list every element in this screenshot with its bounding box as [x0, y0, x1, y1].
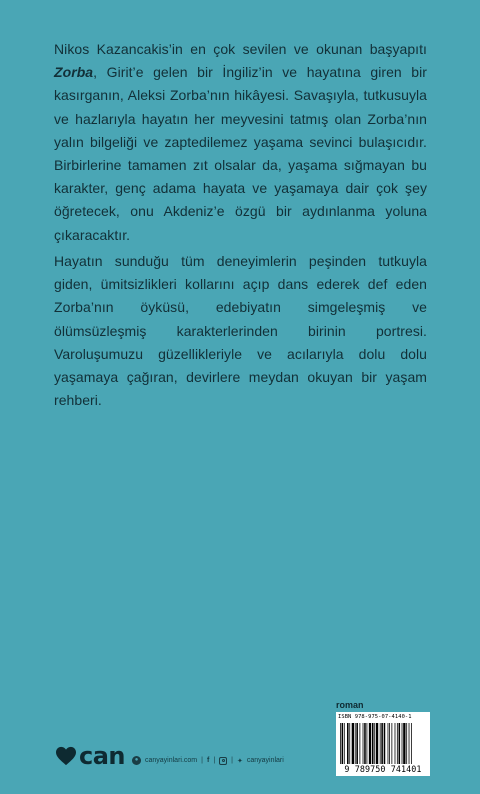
barcode-bar [344, 723, 345, 764]
isbn-label: ISBN 978-975-07-4140-1 [338, 714, 412, 720]
publisher-website: canyayinlari.com [145, 757, 198, 764]
heart-icon [55, 746, 77, 766]
barcode-bar [360, 723, 361, 764]
barcode-bar [409, 723, 410, 764]
description-paragraph-2: Hayatın sunduğu tüm deneyimlerin peşinden tutkuyla giden, ümitsizlikleri kollarını açıp dans ederek def eden Zorba’nın öyküsü, edebiyatın simgeleşmiş ve ölümsüzleşmiş karakterlerinden birinin portresi. Varoluşumuzu güzellikleriyle ve acılarıyla dolu dolu yaşamaya çağıran, devirlere meydan okuyan bir yaşam rehberi. [54, 253, 427, 409]
barcode-bar [349, 723, 350, 764]
barcode-bar [399, 723, 401, 764]
separator: | [231, 757, 233, 764]
publisher-logo [55, 744, 125, 768]
publisher-social-handle: canyayinlari [246, 757, 284, 764]
barcode-bar [403, 723, 405, 764]
barcode-bar [364, 723, 366, 764]
description-paragraph-1 [54, 38, 427, 247]
barcode-bar [406, 723, 407, 764]
barcode-digits: 9 789750 741401 [344, 764, 422, 774]
publisher-contact-row [132, 756, 284, 765]
barcode-bar [411, 723, 412, 764]
barcode-bars [340, 723, 426, 764]
barcode-bar [374, 723, 375, 764]
book-title-inline: Zorba [54, 64, 94, 81]
barcode-bar [369, 723, 371, 764]
description-p1-before: Nikos Kazancakis’in en çok sevilen ve okunan başyapıtı [54, 41, 427, 57]
publisher-logo-text: can [79, 742, 126, 770]
instagram-icon [219, 757, 227, 765]
barcode-bar [402, 723, 403, 764]
separator: | [213, 757, 216, 764]
globe-icon: ● [132, 756, 141, 765]
barcode-bar [347, 723, 349, 764]
genre-label: roman [336, 700, 364, 710]
barcode-bar [352, 723, 354, 764]
barcode-bar [381, 723, 383, 764]
description-p1-after: , Girit’e gelen bir İngiliz’in ve hayatına giren bir kasırganın, Aleksi Zorba’nın hikâyesi. Savaşıyla, tutkusuyla ve hazlarıyla hayatın her meyvesini tatmış olan Zorba’nın yalın bilgeliği ve zaptedilemez yaşama sevinci bulaşıcıdır. Birbirlerine tamamen zıt olsalar da, yaşama sığmayan bu karakter, genç adama hayata ve yaşamaya dair çok şey öğretecek, onu Akdeniz’e özgü bir aydınlanma yoluna çıkaracaktır. [54, 64, 427, 243]
barcode-bar [342, 723, 344, 764]
twitter-icon: ✦ [236, 757, 243, 765]
barcode-block [336, 712, 430, 776]
barcode-bar [397, 723, 398, 764]
barcode-bar [388, 723, 389, 764]
barcode-bar [376, 723, 378, 764]
separator: | [201, 757, 203, 764]
barcode-bar [340, 723, 341, 764]
barcode-bar [391, 723, 392, 764]
barcode-bar [355, 723, 356, 764]
facebook-icon: f [206, 757, 210, 764]
barcode-bar [363, 723, 364, 764]
barcode-bar [380, 723, 381, 764]
barcode-bar [395, 723, 396, 764]
barcode-bar [356, 723, 358, 764]
barcode-bar [372, 723, 374, 764]
barcode-bar [367, 723, 368, 764]
barcode-bar [389, 723, 390, 764]
barcode-bar [384, 723, 386, 764]
